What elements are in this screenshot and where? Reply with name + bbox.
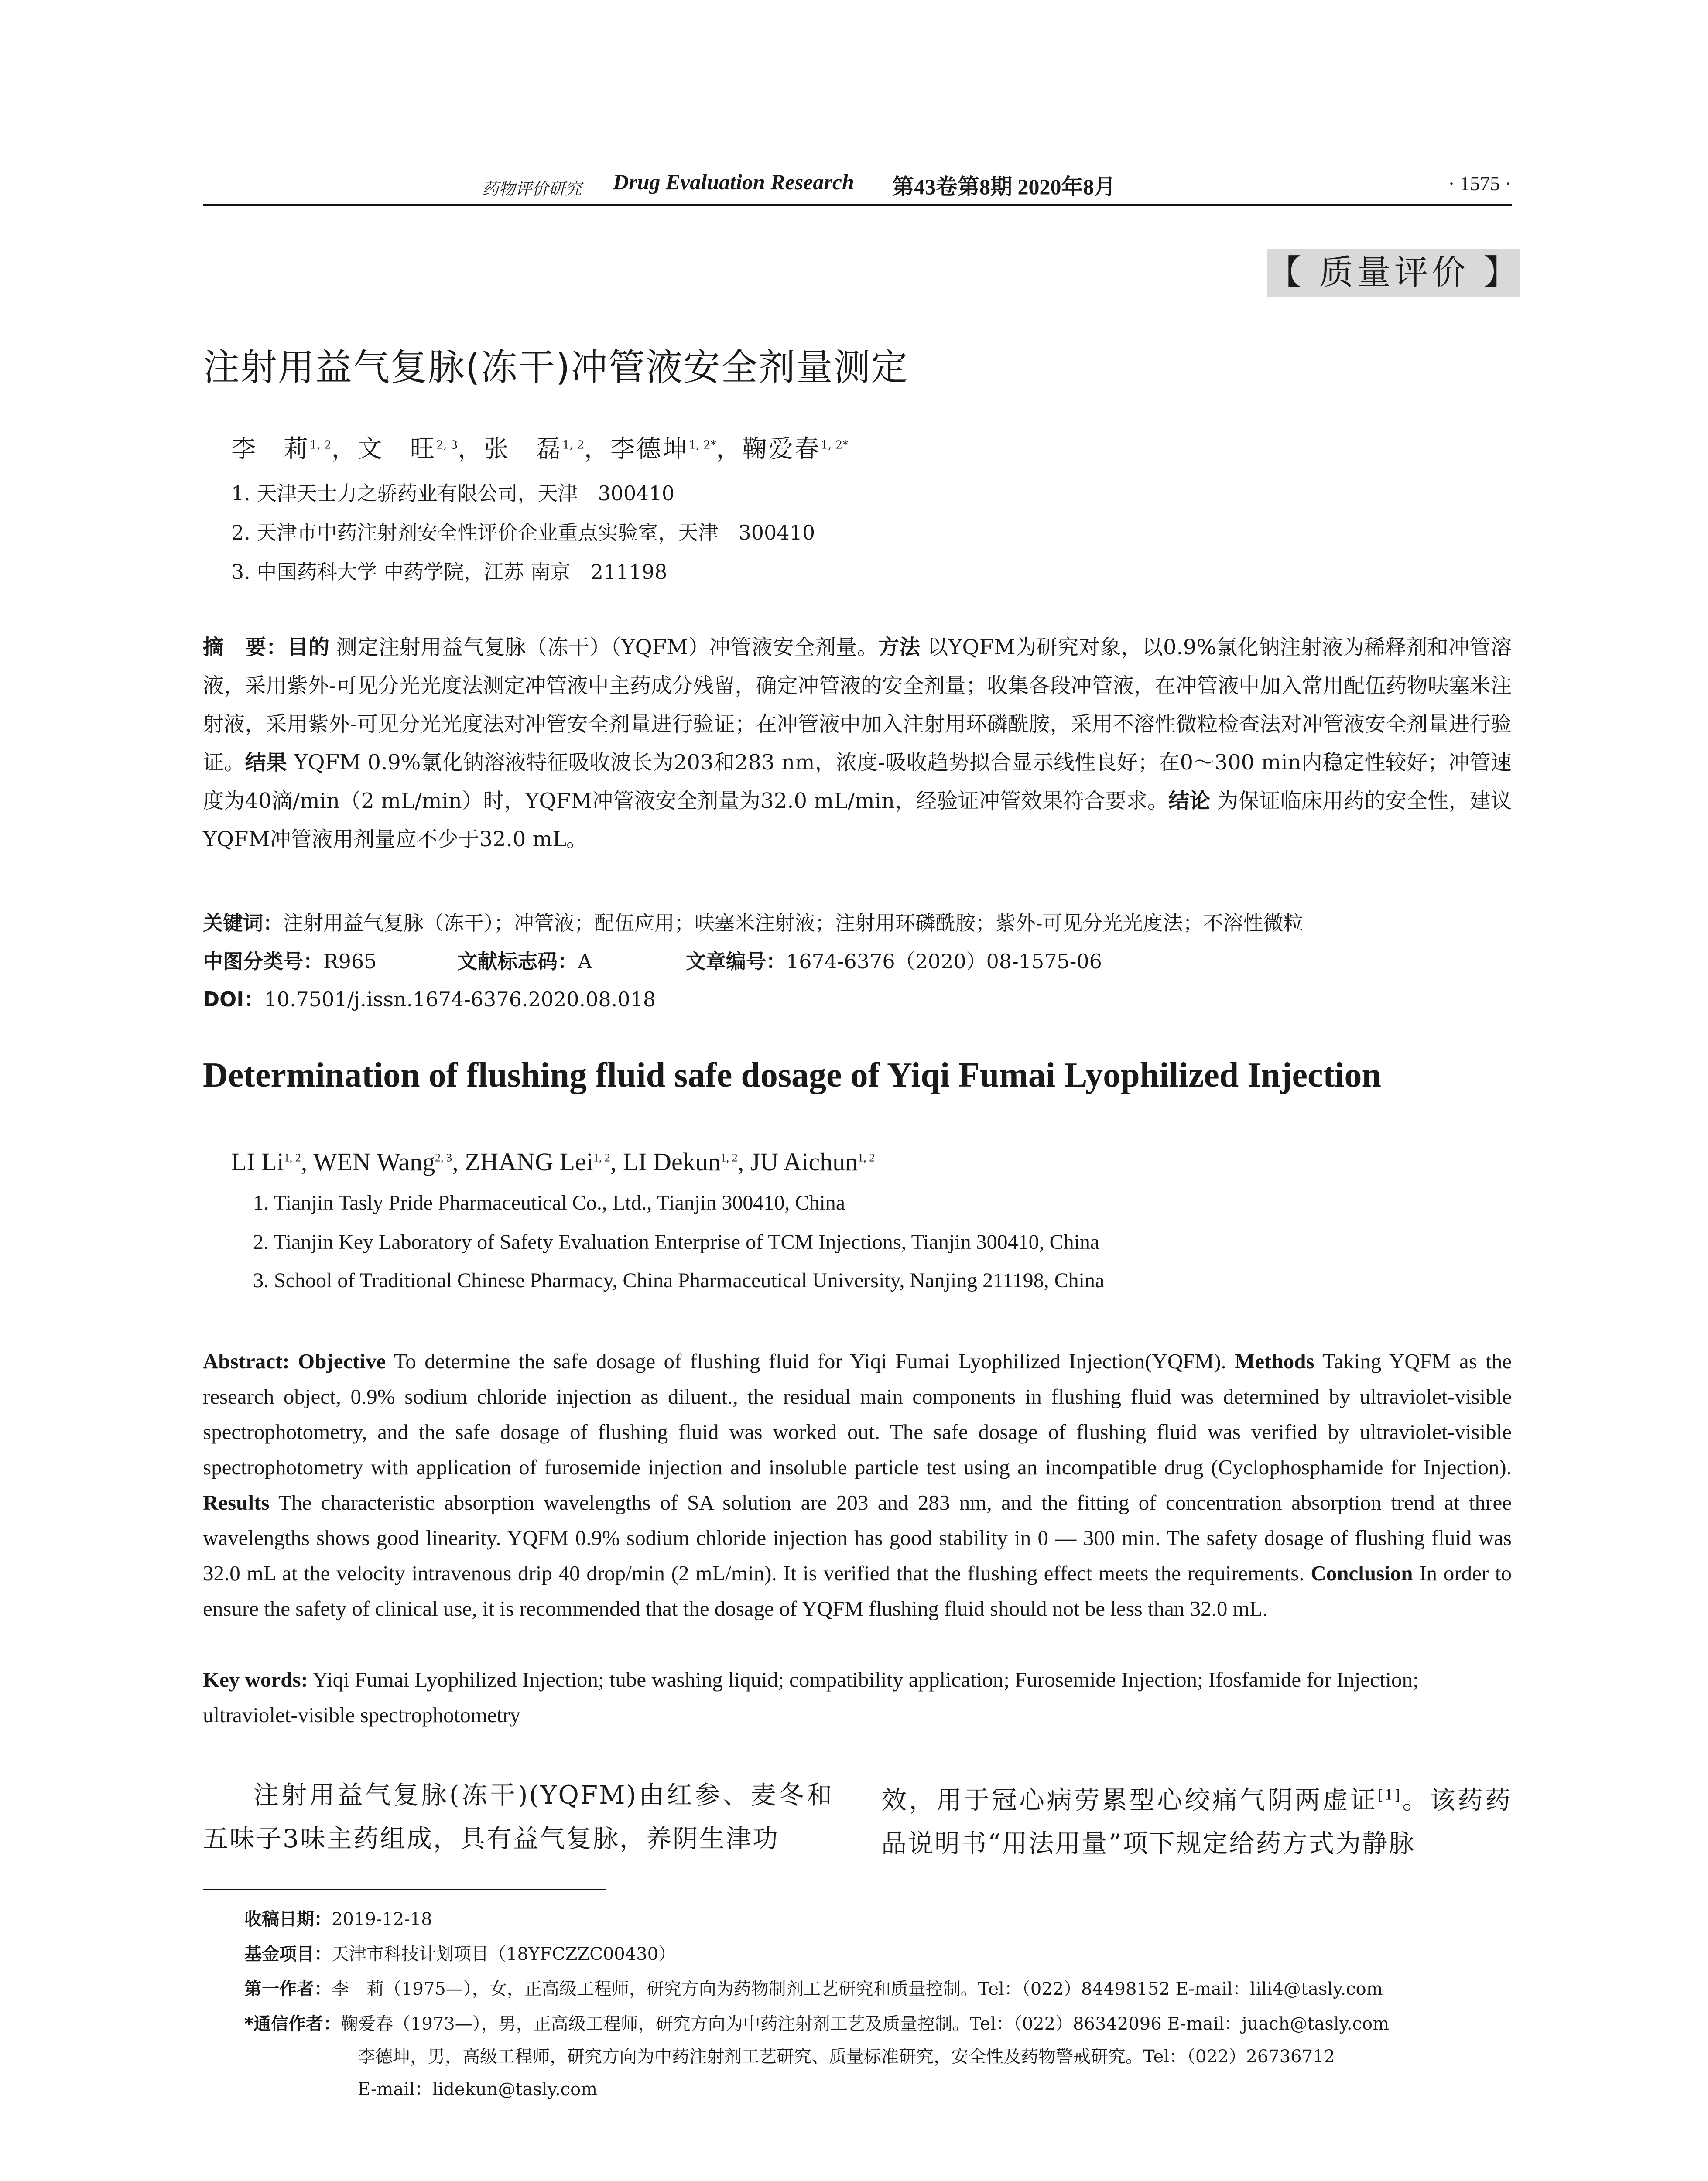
author-affiliation-sup: 2, 3 <box>435 1151 452 1164</box>
affiliation-en-2: 2. Tianjin Key Laboratory of Safety Evaluation Enterprise of TCM Injections, Tianjin 300410, China <box>253 1231 1100 1254</box>
doc-value: A <box>578 950 592 973</box>
author-affiliation-sup: 1, 2 <box>593 1151 610 1164</box>
doi-label: DOI： <box>203 988 264 1011</box>
corresponding-text: 鞠爱春（1973—），男，正高级工程师，研究方向为中药注射剂工艺及质量控制。Tel：（022）86342096 E-mail：juach@tasly.com <box>340 2014 1390 2034</box>
affiliation-en-3: 3. School of Traditional Chinese Pharmacy, China Pharmaceutical University, Nanjing 211198, China <box>253 1269 1105 1292</box>
section-tag: 【 质量评价 】 <box>1267 249 1520 297</box>
author-name: 文 旺 <box>357 435 436 463</box>
footnote-corresponding-3: E-mail：lidekun@tasly.com <box>358 2079 598 2099</box>
objective-text: 测定注射用益气复脉（冻干）（YQFM）冲管液安全剂量。 <box>329 635 878 660</box>
results-text: YQFM 0.9%氯化钠溶液特征吸收波长为203和283 nm，浓度-吸收趋势拟合显示线性良好；在0～300 min内稳定性较好；冲管速度为40滴/min（2 mL/min）时，YQFM冲管液安全剂量为32.0 mL/min，经验证冲管效果符合要求。 <box>203 750 1512 813</box>
title-cn: 注射用益气复脉(冻干)冲管液安全剂量测定 <box>203 346 909 389</box>
conclusion-label: Conclusion <box>1311 1561 1413 1585</box>
keywords-text: Yiqi Fumai Lyophilized Injection; tube washing liquid; compatibility application; Furosemide Injection; Ifosfamide for Injection; ultraviolet-visible spectrophotometry <box>203 1668 1419 1727</box>
doc-label: 文献标志码： <box>457 950 578 973</box>
conclusion-text: 为保证临床用药的安全性，建议YQFM冲管液用剂量应不少于32.0 mL。 <box>203 789 1512 851</box>
body-column-left: 注射用益气复脉(冻干)(YQFM)由红参、麦冬和五味子3味主药组成，具有益气复脉，养阴生津功 <box>203 1780 833 1853</box>
conclusion-text: In order to ensure the safety of clinical use, it is recommended that the dosage of YQFM flushing fluid should not be less than 32.0 mL. <box>203 1561 1512 1620</box>
footnote-first-author <box>244 1974 1531 2004</box>
author-affiliation-sup: 1, 2* <box>821 438 849 452</box>
received-date: 2019-12-18 <box>332 1909 432 1929</box>
keywords-label: 关键词： <box>203 911 283 935</box>
affiliation-cn-1: 1. 天津天士力之骄药业有限公司，天津 300410 <box>231 482 675 505</box>
journal-name: Drug Evaluation Research <box>613 170 854 194</box>
affiliation-cn-2: 2. 天津市中药注射剂安全性评价企业重点实验室，天津 300410 <box>231 521 815 544</box>
author-name: 鞠爱春 <box>742 435 821 463</box>
abstract-en <box>203 1343 1512 1626</box>
article-value: 1674-6376（2020）08-1575-06 <box>786 950 1102 973</box>
affiliation-cn-3: 3. 中国药科大学 中药学院，江苏 南京 211198 <box>231 560 667 584</box>
doi-value: 10.7501/j.issn.1674-6376.2020.08.018 <box>264 988 656 1011</box>
title-en: Determination of flushing fluid safe dosage of Yiqi Fumai Lyophilized Injection <box>203 1056 1381 1094</box>
results-label: 结果 <box>245 750 288 775</box>
abstract-label: Abstract: <box>203 1349 290 1373</box>
author-affiliation-sup: 1, 2 <box>562 438 584 452</box>
classification-line <box>203 946 1512 974</box>
methods-label: Methods <box>1235 1349 1314 1373</box>
abstract-cn <box>203 628 1512 858</box>
footnote-corresponding <box>244 2009 1531 2039</box>
methods-text: Taking YQFM as the research object, 0.9% sodium chloride injection as diluent., the residual main components in flushing fluid was determined by ultraviolet-visible spectrophotometry, and the safe dosage of flushing fluid was worked out. The safe dosage of flushing fluid was verified by ultraviolet-visible spectrophotometry with application of furosemide injection and insoluble particle test using an incompatible drug (Cyclophosphamide for Injection). <box>203 1349 1512 1479</box>
objective-label: 目的 <box>287 635 330 660</box>
author-name: 张 磊 <box>484 435 563 463</box>
author-name: LI Li <box>231 1148 284 1176</box>
objective-label: Objective <box>298 1349 386 1373</box>
authors-en: LI Li$^{1, 2}$, WEN Wang$^{2, 3}$, ZHANG Lei$^{1, 2}$, LI Dekun$^{1, 2}$, JU Aichun$^{1, 2}$ <box>231 1148 875 1176</box>
fund-label: 基金项目： <box>244 1944 332 1964</box>
author-name: 李德坤 <box>610 435 689 463</box>
author-affiliation-sup: 1, 2 <box>858 1151 875 1164</box>
clc-label: 中图分类号： <box>203 950 323 973</box>
body-text: 效，用于冠心病劳累型心绞痛气阴两虚证 <box>881 1785 1378 1815</box>
authors-cn: 李 莉$^{1, 2}$，文 旺$^{2, 3}$，张 磊$^{1, 2}$，李德坤$^{1, 2*}$，鞠爱春$^{1, 2*}$ <box>231 435 849 463</box>
first-author-text: 李 莉（1975—），女，正高级工程师，研究方向为药物制剂工艺研究和质量控制。Tel：（022）84498152 E-mail：lili4@tasly.com <box>332 1979 1383 1999</box>
objective-text: To determine the safe dosage of flushing fluid for Yiqi Fumai Lyophilized Injection(YQFM). <box>386 1349 1226 1373</box>
keywords-cn <box>203 907 1512 936</box>
citation-ref[interactable]: [1] <box>1377 1787 1402 1803</box>
affiliation-en-1: 1. Tianjin Tasly Pride Pharmaceutical Co., Ltd., Tianjin 300410, China <box>253 1191 845 1214</box>
received-label: 收稿日期： <box>244 1909 332 1929</box>
keywords-label: Key words: <box>203 1668 308 1692</box>
keywords-en <box>203 1662 1512 1733</box>
author-name: ZHANG Lei <box>465 1148 593 1176</box>
author-name: JU Aichun <box>750 1148 858 1176</box>
journal-logo: 药物评价研究 <box>482 179 582 198</box>
abstract-label: 摘 要： <box>203 635 288 660</box>
first-author-label: 第一作者： <box>244 1979 332 1999</box>
clc-value: R965 <box>323 950 377 973</box>
results-label: Results <box>203 1490 270 1514</box>
article-label: 文章编号： <box>685 950 786 973</box>
page-number: · 1575 · <box>1448 172 1512 195</box>
footnote-received <box>244 1904 1531 1935</box>
author-affiliation-sup: 1, 2 <box>284 1151 301 1164</box>
author-name: WEN Wang <box>313 1148 435 1176</box>
footnote-fund <box>244 1939 1531 1969</box>
footnote-corresponding-2: 李德坤，男，高级工程师，研究方向为中药注射剂工艺研究、质量标准研究，安全性及药物警戒研究。Tel：（022）26736712 <box>358 2047 1335 2067</box>
methods-label: 方法 <box>878 635 921 660</box>
issue-info: 第43卷第8期 2020年8月 <box>892 174 1116 199</box>
author-affiliation-sup: 1, 2 <box>720 1151 738 1164</box>
body-column-right <box>881 1773 1512 1865</box>
conclusion-label: 结论 <box>1168 789 1211 813</box>
doi-line <box>203 984 1512 1012</box>
footnote-rule <box>203 1889 606 1890</box>
author-affiliation-sup: 1, 2 <box>310 438 332 452</box>
fund-text: 天津市科技计划项目（18YFCZZC00430） <box>332 1944 676 1964</box>
author-name: LI Dekun <box>623 1148 721 1176</box>
author-affiliation-sup: 1, 2* <box>688 438 716 452</box>
running-header <box>203 169 1512 204</box>
keywords-text: 注射用益气复脉（冻干）；冲管液；配伍应用；呋塞米注射液；注射用环磷酰胺；紫外-可见分光光度法；不溶性微粒 <box>283 911 1304 935</box>
methods-text: 以YQFM为研究对象，以0.9%氯化钠注射液为稀释剂和冲管溶液，采用紫外-可见分光光度法测定冲管液中主药成分残留，确定冲管液的安全剂量；收集各段冲管液，在冲管液中加入常用配伍药物呋塞米注射液，采用紫外-可见分光光度法对冲管安全剂量进行验证；在冲管液中加入注射用环磷酰胺，采用不溶性微粒检查法对冲管液安全剂量进行验证。 <box>203 635 1512 775</box>
author-affiliation-sup: 2, 3 <box>436 438 458 452</box>
header-rule <box>203 204 1512 206</box>
author-name: 李 莉 <box>231 435 310 463</box>
results-text: The characteristic absorption wavelengths of SA solution are 203 and 283 nm, and the fitting of concentration absorption trend at three wavelengths shows good linearity. YQFM 0.9% sodium chloride injection has good stability in 0 — 300 min. The safety dosage of flushing fluid was 32.0 mL at the velocity intravenous drip 40 drop/min (2 mL/min). It is verified that the flushing effect meets the requirements. <box>203 1490 1512 1585</box>
corresponding-label: *通信作者： <box>244 2014 341 2034</box>
body-text: 。该药药品说明书“用法用量”项下规定给药方式为静脉 <box>881 1785 1512 1859</box>
